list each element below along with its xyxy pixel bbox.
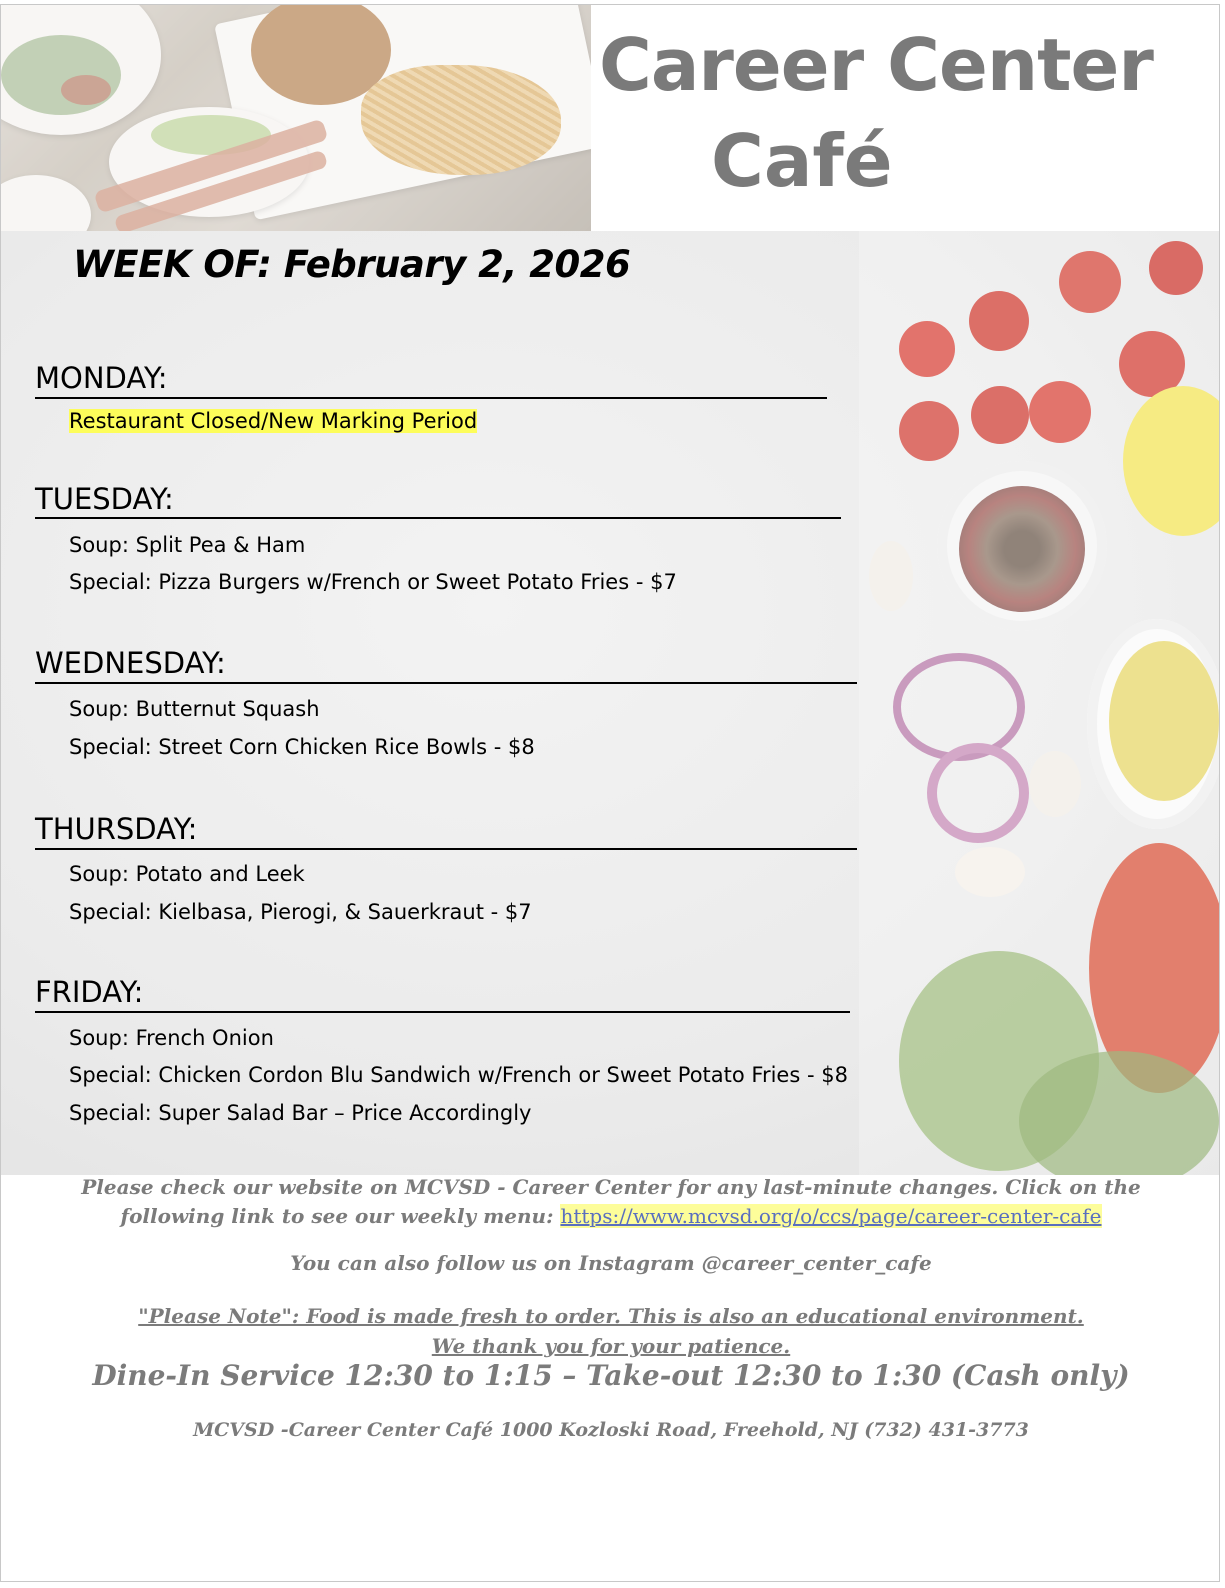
cafe-title (599, 17, 1199, 209)
day-label: THURSDAY: (35, 812, 198, 846)
menu-item: Special: Super Salad Bar – Price Accordingly (69, 1101, 532, 1125)
menu-item: Special: Chicken Cordon Blu Sandwich w/French or Sweet Potato Fries - $8 (69, 1063, 848, 1087)
instagram-text: You can also follow us on Instagram @career_center_cafe (290, 1251, 932, 1275)
note-line-2: We thank you for your patience. (431, 1334, 791, 1358)
website-line-1: Please check our website on MCVSD - Career Center for any last-minute changes. Click on the (81, 1175, 1141, 1199)
website-notice (1, 1173, 1220, 1231)
menu-item: Special: Kielbasa, Pierogi, & Sauerkraut - $7 (69, 900, 532, 924)
closed-notice: Restaurant Closed/New Marking Period (69, 409, 478, 433)
vegetables-image (859, 231, 1219, 1175)
menu-item: Soup: French Onion (69, 1026, 274, 1050)
divider (35, 517, 841, 519)
divider (35, 397, 827, 399)
website-line-2: following link to see our weekly menu: https://www.mcvsd.org/o/ccs/page/career-center-cafe (120, 1204, 1102, 1228)
menu-item: Soup: Butternut Squash (69, 697, 320, 721)
day-wednesday (35, 646, 226, 680)
weekly-menu-link[interactable]: https://www.mcvsd.org/o/ccs/page/career-center-cafe (560, 1204, 1102, 1228)
week-of-heading: WEEK OF: February 2, 2026 (73, 243, 631, 286)
day-label: TUESDAY: (35, 482, 174, 516)
title-line-2: Café (711, 119, 893, 203)
day-tuesday (35, 482, 174, 516)
day-label: MONDAY: (35, 361, 168, 395)
menu-item: Soup: Potato and Leek (69, 862, 305, 886)
day-label: FRIDAY: (35, 975, 144, 1009)
day-thursday (35, 812, 197, 846)
day-label: WEDNESDAY: (35, 646, 226, 680)
address-line: MCVSD -Career Center Café 1000 Kozloski Road, Freehold, NJ (732) 431-3773 (193, 1419, 1029, 1441)
day-friday (35, 975, 143, 1009)
service-hours: Dine-In Service 12:30 to 1:15 – Take-out 12:30 to 1:30 (Cash only) (92, 1359, 1130, 1392)
divider (35, 682, 857, 684)
note-line-1: "Please Note": Food is made fresh to order. This is also an educational environment. (138, 1304, 1084, 1328)
menu-item (69, 409, 477, 433)
divider (35, 1011, 850, 1013)
divider (35, 848, 857, 850)
menu-item: Soup: Split Pea & Ham (69, 533, 306, 557)
menu-item: Special: Street Corn Chicken Rice Bowls - $8 (69, 735, 535, 759)
header-food-photo (1, 5, 591, 231)
menu-page (0, 4, 1220, 1582)
title-line-1: Career Center (599, 23, 1153, 107)
menu-item: Special: Pizza Burgers w/French or Sweet Potato Fries - $7 (69, 570, 677, 594)
day-monday (35, 361, 168, 395)
please-note (1, 1301, 1220, 1361)
